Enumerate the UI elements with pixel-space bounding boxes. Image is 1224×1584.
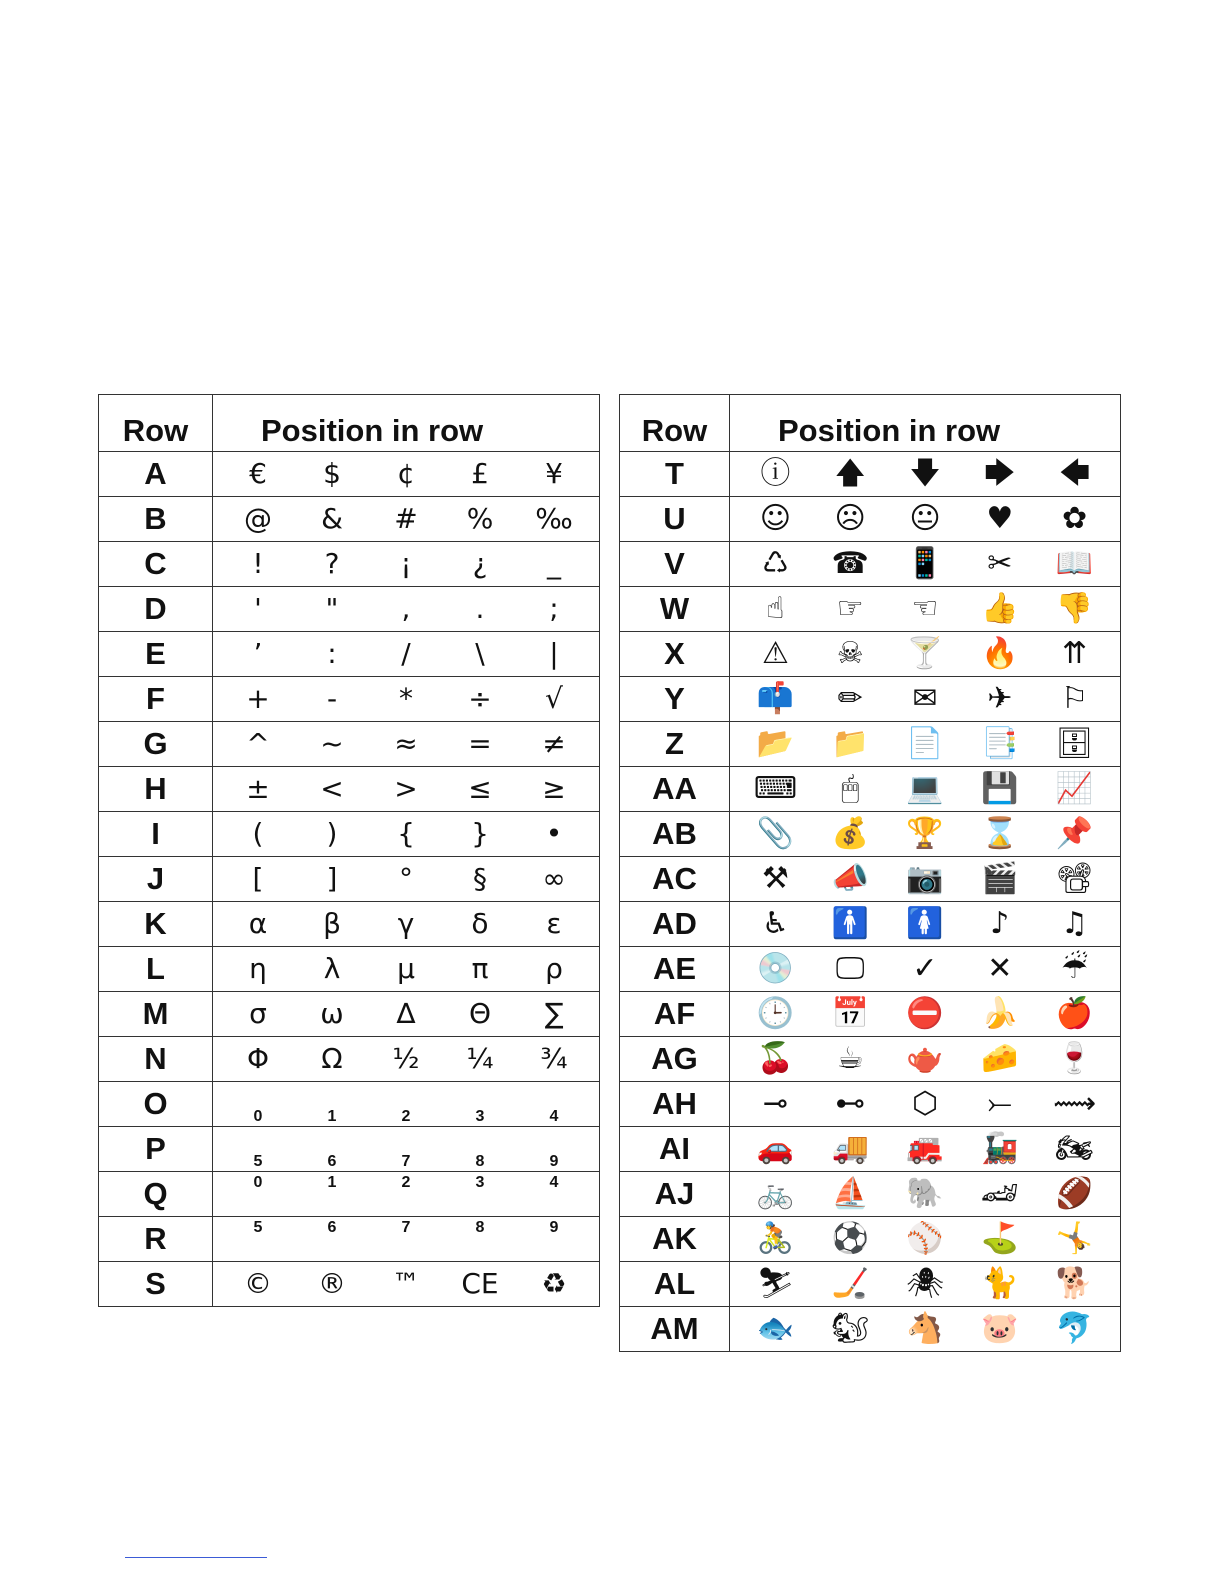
row-label: P [99, 1127, 213, 1172]
symbol: \ [475, 637, 485, 670]
banana-icon: 🍌 [981, 996, 1019, 1031]
symbol: 4 [549, 1108, 559, 1125]
row-label: K [99, 902, 213, 947]
wine-icon: 🍷 [1055, 1041, 1094, 1076]
symbol: 6 [327, 1153, 337, 1170]
symbol: 2 [401, 1108, 411, 1125]
arrow-left-icon: 🡄 [1059, 456, 1091, 491]
symbol: 3 [475, 1174, 485, 1191]
pushpin-icon: 📌 [1055, 816, 1094, 851]
spider-icon: 🕷 [905, 1266, 945, 1301]
table-row [99, 452, 600, 497]
row-label: V [620, 542, 730, 587]
teapot-icon: 🫖 [906, 1041, 944, 1076]
bolt-icon: ⊷ [835, 1086, 866, 1121]
row-label: T [620, 452, 730, 497]
symbol: ε [546, 907, 562, 940]
table-row [99, 542, 600, 587]
monitor-icon: 🖵 [835, 951, 865, 986]
car-icon: 🚗 [756, 1131, 795, 1166]
symbol: Θ [468, 997, 492, 1030]
table-row [620, 1172, 1121, 1217]
row-label: J [99, 857, 213, 902]
header-row-label: Row [99, 395, 213, 452]
mouse-icon: 🖱 [841, 771, 860, 806]
symbol: } [471, 817, 489, 850]
row-label: O [99, 1082, 213, 1127]
row-label: AD [620, 902, 730, 947]
symbol: ) [326, 817, 338, 850]
symbol: ’ [253, 637, 263, 670]
row-label: G [99, 722, 213, 767]
symbol: ♻ [541, 1267, 567, 1300]
symbol: € [249, 457, 267, 490]
skier-icon: ⛷ [756, 1266, 795, 1301]
symbol: & [321, 502, 343, 535]
symbol: * [399, 682, 413, 715]
symbol: ( [252, 817, 264, 850]
row-label: Q [99, 1172, 213, 1217]
symbol: 6 [327, 1219, 337, 1236]
table-row [99, 1262, 600, 1307]
telephone-icon: ☎ [831, 546, 869, 581]
clapperboard-icon: 🎬 [981, 861, 1019, 896]
mailbox-icon: 📫 [756, 681, 795, 716]
golf-icon: ⛳ [981, 1221, 1019, 1256]
symbol: { [397, 817, 415, 850]
table-row [99, 767, 600, 812]
symbol: ρ [545, 952, 563, 985]
checkmark-icon: ✓ [912, 951, 938, 986]
symbol: ¥ [545, 457, 563, 490]
music-notes-icon: ♫ [1061, 906, 1089, 941]
table-row [620, 542, 1121, 587]
trash-person-icon: ♺ [761, 546, 789, 581]
frown-icon: ☹ [834, 501, 866, 536]
pig-icon: 🐷 [981, 1311, 1019, 1346]
money-bag-icon: 💰 [831, 816, 869, 851]
row-label: E [99, 632, 213, 677]
pencil-icon: ✏ [837, 681, 863, 716]
dog-icon: 🐕 [1055, 1266, 1094, 1301]
footer-link-underline [125, 1557, 267, 1558]
symbol: 9 [549, 1153, 559, 1170]
row-label: AI [620, 1127, 730, 1172]
row-label: U [620, 497, 730, 542]
table-row [99, 1127, 600, 1172]
symbol: ¿ [472, 547, 488, 580]
symbol: ∑ [544, 997, 564, 1030]
cross-icon: ✕ [987, 951, 1013, 986]
umbrella-rain-icon: ☔ [1061, 951, 1089, 986]
paperclip-icon: 📎 [756, 816, 795, 851]
symbol: ≥ [542, 772, 566, 805]
row-label: AE [620, 947, 730, 992]
table-row [620, 632, 1121, 677]
info-icon: ⓘ [760, 456, 791, 491]
symbol: β [323, 907, 341, 940]
symbol: γ [397, 907, 415, 940]
table-row [99, 677, 600, 722]
flammable-icon: 🔥 [981, 636, 1019, 671]
symbol: © [244, 1267, 272, 1300]
gymnast-icon: 🤸 [1055, 1221, 1094, 1256]
symbol: ≈ [394, 727, 418, 760]
arrow-down-icon: 🡇 [909, 456, 941, 491]
symbol: CE [461, 1267, 499, 1300]
dolphin-icon: 🐬 [1055, 1311, 1094, 1346]
hand-point-left-icon: ☜ [911, 591, 939, 626]
symbol: √ [545, 682, 563, 715]
row-label: N [99, 1037, 213, 1082]
symbol: η [249, 952, 267, 985]
symbol: @ [244, 502, 272, 535]
thumbs-down-icon: 👎 [1055, 591, 1094, 626]
symbol: ¾ [540, 1042, 568, 1075]
table-row [620, 452, 1121, 497]
table-row [620, 497, 1121, 542]
floppy-disk-icon: 💾 [981, 771, 1019, 806]
hand-point-up-icon: ☝ [766, 591, 785, 626]
bicycle-icon: 🚲 [756, 1176, 795, 1211]
row-label: AL [620, 1262, 730, 1307]
symbol: ^ [246, 727, 270, 760]
folder-open-icon: 📂 [756, 726, 795, 761]
row-label: Z [620, 722, 730, 767]
symbol: ® [318, 1267, 346, 1300]
symbol: μ [397, 952, 415, 985]
symbol-table-right [619, 394, 1121, 1352]
projector-icon: 📽 [1055, 861, 1094, 896]
row-label: D [99, 587, 213, 632]
apple-icon: 🍎 [1055, 996, 1094, 1031]
hourglass-icon: ⌛ [981, 816, 1019, 851]
table-row [99, 947, 600, 992]
symbol: ω [320, 997, 344, 1030]
symbol: λ [323, 952, 341, 985]
symbol: α [248, 907, 268, 940]
row-label: AB [620, 812, 730, 857]
soccer-ball-icon: ⚽ [831, 1221, 869, 1256]
table-row [99, 812, 600, 857]
woman-icon: 🚺 [906, 906, 944, 941]
symbol: 2 [401, 1174, 411, 1191]
folder-icon: 📁 [831, 726, 869, 761]
row-label: AH [620, 1082, 730, 1127]
symbol: 5 [253, 1153, 263, 1170]
scissors-icon: ✂ [987, 546, 1013, 581]
file-cabinet-icon: 🗄 [1055, 726, 1094, 761]
drill-bit-icon: ⤚ [987, 1086, 1012, 1121]
symbol: , [401, 592, 411, 625]
symbol: ½ [392, 1042, 420, 1075]
symbol: σ [249, 997, 267, 1030]
envelope-icon: ✉ [912, 681, 938, 716]
symbol: • [545, 817, 563, 850]
symbol: ™ [392, 1267, 420, 1300]
table-row [99, 1217, 600, 1262]
row-label: F [99, 677, 213, 722]
symbol-table-left [98, 394, 600, 1307]
table-row [620, 722, 1121, 767]
symbol: < [320, 772, 344, 805]
nut-icon: ⬡ [911, 1086, 939, 1121]
coffee-cup-icon: ☕ [836, 1041, 864, 1076]
keyboard-icon: ⌨ [753, 771, 798, 806]
table-row [620, 1037, 1121, 1082]
no-entry-icon: ⛔ [906, 996, 944, 1031]
table-row [99, 497, 600, 542]
mobile-phone-icon: 📱 [906, 546, 944, 581]
tools-icon: ⚒ [761, 861, 789, 896]
cd-icon: 💿 [756, 951, 795, 986]
warning-icon: ⚠ [761, 636, 789, 671]
hockey-icon: 🏒 [831, 1266, 869, 1301]
megaphone-icon: 📣 [831, 861, 869, 896]
symbol: 1 [327, 1174, 337, 1191]
table-row [620, 992, 1121, 1037]
wheelchair-icon: ♿ [761, 906, 789, 941]
symbol: [ [252, 862, 264, 895]
row-label: L [99, 947, 213, 992]
neutral-face-icon: 😐 [909, 501, 941, 536]
symbol: £ [471, 457, 489, 490]
row-label: B [99, 497, 213, 542]
fragile-glass-icon: 🍸 [906, 636, 944, 671]
music-note-icon: ♪ [990, 906, 1010, 941]
symbol: 9 [549, 1219, 559, 1236]
symbol: 8 [475, 1219, 485, 1236]
symbol: - [326, 682, 338, 715]
symbol: ° [399, 862, 413, 895]
nail-icon: ⊸ [762, 1086, 788, 1121]
this-way-up-icon: ⇈ [1062, 636, 1088, 671]
football-icon: 🏈 [1055, 1176, 1094, 1211]
book-icon: 📖 [1055, 546, 1094, 581]
horse-icon: 🐴 [906, 1311, 944, 1346]
cyclist-icon: 🚴 [756, 1221, 795, 1256]
symbol: ± [246, 772, 270, 805]
symbol: ≤ [468, 772, 492, 805]
calendar-icon: 📅 [831, 996, 869, 1031]
symbol: ? [324, 547, 340, 580]
table-row [620, 857, 1121, 902]
cherries-icon: 🍒 [756, 1041, 795, 1076]
symbol: . [475, 592, 485, 625]
trophy-icon: 🏆 [906, 816, 944, 851]
row-label: AF [620, 992, 730, 1037]
row-label: M [99, 992, 213, 1037]
table-row [99, 992, 600, 1037]
symbol: ¡ [400, 547, 412, 580]
motorcycle-icon: 🏍 [1055, 1131, 1094, 1166]
symbol: 4 [549, 1174, 559, 1191]
table-row [620, 677, 1121, 722]
laptop-icon: 💻 [906, 771, 944, 806]
symbol: Ω [321, 1042, 343, 1075]
cat-icon: 🐈 [981, 1266, 1019, 1301]
heart-icon: ♥ [986, 501, 1014, 536]
symbol: $ [323, 457, 341, 490]
symbol: ' [254, 592, 262, 625]
symbol: ] [326, 862, 338, 895]
symbol: Φ [246, 1042, 270, 1075]
header-row-label: Row [620, 395, 730, 452]
symbol: _ [547, 547, 561, 580]
table-row [620, 812, 1121, 857]
row-label: S [99, 1262, 213, 1307]
table-row [620, 947, 1121, 992]
symbol: 1 [327, 1108, 337, 1125]
smiley-icon: ☺ [759, 501, 792, 536]
symbol: ‰ [535, 502, 573, 535]
squirrel-icon: 🐿 [831, 1311, 870, 1346]
table-row [99, 587, 600, 632]
table-row [99, 722, 600, 767]
table-row [99, 1172, 600, 1217]
table-row [99, 632, 600, 677]
truck-icon: 🚚 [831, 1131, 869, 1166]
symbol: δ [471, 907, 489, 940]
row-label: W [620, 587, 730, 632]
row-label: A [99, 452, 213, 497]
documents-icon: 📑 [981, 726, 1019, 761]
thumbs-up-icon: 👍 [981, 591, 1019, 626]
symbol: ~ [320, 727, 344, 760]
skull-icon: ☠ [836, 636, 864, 671]
table-row [99, 902, 600, 947]
race-car-icon: 🏎 [980, 1176, 1019, 1211]
flower-icon: ✿ [1062, 501, 1088, 536]
symbol: ; [549, 592, 559, 625]
symbol: # [394, 502, 418, 535]
symbol: ÷ [468, 682, 492, 715]
table-row [620, 1082, 1121, 1127]
row-label: AA [620, 767, 730, 812]
table-row [620, 1127, 1121, 1172]
flag-icon: ⚐ [1061, 681, 1089, 716]
symbol: + [246, 682, 270, 715]
header-position-label: Position in row [730, 395, 1121, 452]
fire-truck-icon: 🚒 [906, 1131, 944, 1166]
man-icon: 🚹 [831, 906, 869, 941]
row-label: R [99, 1217, 213, 1262]
row-label: AK [620, 1217, 730, 1262]
arrow-right-icon: 🡆 [984, 456, 1016, 491]
clock-icon: 🕒 [756, 996, 795, 1031]
symbol: ! [252, 547, 264, 580]
symbol: 7 [401, 1153, 411, 1170]
row-label: I [99, 812, 213, 857]
cheese-icon: 🧀 [981, 1041, 1019, 1076]
symbol: § [473, 862, 487, 895]
symbol: " [325, 592, 339, 625]
symbol: 7 [401, 1219, 411, 1236]
table-row [620, 1262, 1121, 1307]
symbol: 3 [475, 1108, 485, 1125]
document-icon: 📄 [906, 726, 944, 761]
row-label: Y [620, 677, 730, 722]
row-label: AM [620, 1307, 730, 1352]
symbol: ≠ [542, 727, 566, 760]
row-label: X [620, 632, 730, 677]
table-row [620, 902, 1121, 947]
arrow-up-icon: 🡅 [834, 456, 866, 491]
table-row [99, 857, 600, 902]
symbol: > [394, 772, 418, 805]
screw-icon: ⟿ [1053, 1086, 1097, 1121]
row-label: AC [620, 857, 730, 902]
baseball-icon: ⚾ [906, 1221, 944, 1256]
fish-icon: 🐟 [756, 1311, 795, 1346]
symbol: ∆ [396, 997, 416, 1030]
symbol: 0 [253, 1108, 263, 1125]
sailboat-icon: ⛵ [831, 1176, 869, 1211]
header-position-label: Position in row [213, 395, 600, 452]
table-row [620, 1217, 1121, 1262]
hand-point-right-icon: ☞ [836, 591, 864, 626]
symbol: ∞ [542, 862, 566, 895]
table-row [99, 1082, 600, 1127]
train-icon: 🚂 [981, 1131, 1019, 1166]
elephant-icon: 🐘 [906, 1176, 944, 1211]
symbol: | [549, 637, 559, 670]
table-row [99, 1037, 600, 1082]
symbol: 5 [253, 1219, 263, 1236]
symbol: 8 [475, 1153, 485, 1170]
symbol: 0 [253, 1174, 263, 1191]
row-label: AJ [620, 1172, 730, 1217]
symbol: = [468, 727, 492, 760]
camera-icon: 📷 [906, 861, 944, 896]
symbol: π [471, 952, 489, 985]
table-row [620, 1307, 1121, 1352]
table-row [620, 587, 1121, 632]
row-label: C [99, 542, 213, 587]
table-row [620, 767, 1121, 812]
row-label: H [99, 767, 213, 812]
spreadsheet-icon: 📈 [1055, 771, 1094, 806]
symbol: % [466, 502, 494, 535]
symbol: ¢ [397, 457, 415, 490]
airplane-icon: ✈ [987, 681, 1013, 716]
symbol: : [327, 637, 337, 670]
symbol: ¼ [466, 1042, 494, 1075]
row-label: AG [620, 1037, 730, 1082]
symbol: / [401, 637, 411, 670]
